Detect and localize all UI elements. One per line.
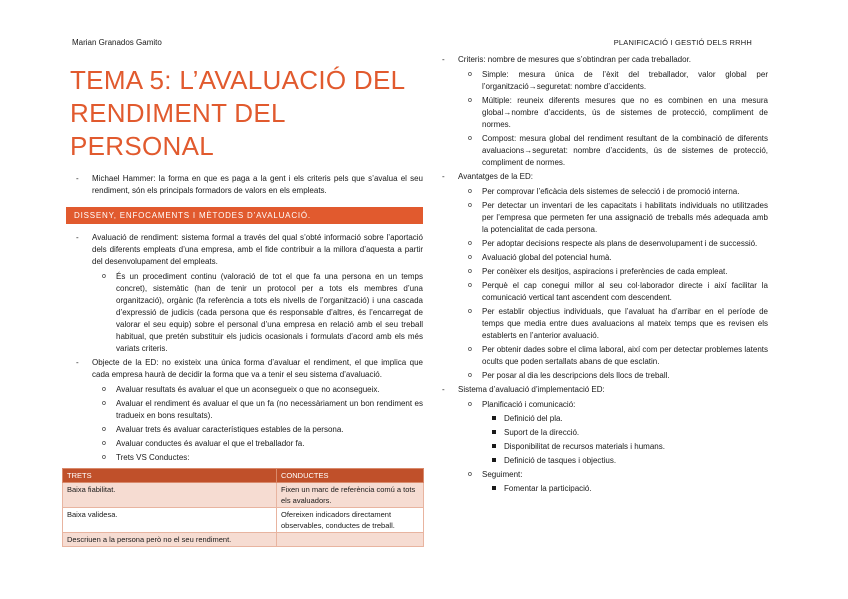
criteris-subitem: o Múltiple: reuneix diferents mesures que no es combinen en una mesura global→nombre d’accidents, ús de sistemes de protecció, compliment de normes.: [468, 96, 768, 129]
avaluacio-item: - Avaluació de rendiment: sistema formal a través del qual s’obté informació sobre l’aportació dels diferents empleats d’una empresa, amb el fide contribuir a la millora d’aquesta a partir del desenvolupament del empleats.: [76, 233, 423, 266]
seguiment-subitem: Fomentar la participació.: [428, 483, 768, 495]
avaluacio-sub-text: És un procediment continu (valoració de tot el que fa una persona en un temps concret), sistemàtic (han de tenir un protocol per a tots els membres d’una organització), orgànic (fa referència a tots els nivells de l’organització) i una cascada d’expressió de judicis (cada persona que és responsable d’altres, és l’encarregat de valorar el seu equip) sobre el personal d’una empresa en relació amb el seu treball habitual, que pretén substituir els judicis ocasionals i formulats d’acord amb els més variats criteris.: [116, 272, 423, 353]
left-column: [62, 60, 423, 547]
table-row: [63, 533, 424, 547]
seguiment-item: o Seguiment:: [468, 470, 523, 479]
header-author: Marian Granados Gamito: [72, 38, 162, 47]
planificacio-item: o Planificació i comunicació:: [468, 400, 576, 409]
intro-item: - Michael Hammer: la forma en que es paga a la gent i els criteris pels que s’avalua el seu rendiment, són els principals formadors de valors en els empleats.: [76, 174, 423, 195]
table-cell: Fixen un marc de referència comú a tots els avaluadors.: [277, 483, 424, 508]
criteris-subitem: o Compost: mesura global del rendiment resultant de la combinació de diferents avaluacions→seguretat: nombre d’accidents, ús de sistemes de protecció, compliment de normes.: [468, 134, 768, 167]
avantatges-subitem: o Per detectar un inventari de les capacitats i habilitats individuals no utilitzades per l’empresa que permeten fer una assignació de treballs més adequada amb la potencialitat de cada persona.: [468, 201, 768, 234]
table-cell: [277, 533, 424, 547]
avantatges-subitem: o Per adoptar decisions respecte als plans de desenvolupament i de successió.: [468, 239, 758, 248]
title-line-2: RENDIMENT DEL PERSONAL: [70, 98, 285, 161]
table-header: TRETS: [63, 469, 277, 483]
criteris-item: - Criteris: nombre de mesures que s’obtindran per cada treballador.: [442, 55, 692, 64]
trets-conductes-table: [62, 468, 424, 547]
avaluacio-subitem: o És un procediment continu (valoració de tot el que fa una persona en un temps concret), sistemàtic (han de tenir un protocol per a tots els membres d’una organització), orgànic (fa referència a tots els nivells de l’organització) i una cascada d’expressió de judicis (cada persona que és responsable d’altres, és l’encarregat de valorar el seu equip) sobre el personal d’una empresa en relació amb el seu treball habitual, que pretén substituir els judicis ocasionals i formulats d’acord amb els més variats criteris.: [102, 272, 423, 353]
objecte-subitem: o Avaluar conductes és avaluar el que el treballador fa.: [102, 439, 305, 448]
planificacio-subitem: Suport de la direcció.: [428, 427, 768, 439]
planificacio-subitem: Disponibilitat de recursos materials i humans.: [428, 441, 768, 453]
objecte-subitem: o Avaluar trets és avaluar característiques estables de la persona.: [102, 425, 344, 434]
avantatges-subitem: o Perquè el cap conegui millor al seu col·laborador directe i així facilitar la comunicació vertical tant ascendent com descendent.: [468, 281, 768, 302]
objecte-subitem: o Avaluar el rendiment és avaluar el que un fa (no necessàriament un bon rendiment es tradueix en bons resultats).: [102, 399, 423, 420]
page-title: [70, 64, 423, 163]
section-heading: DISSENY, ENFOCAMENTS I MÈTODES D’AVALUACIÓ.: [66, 207, 423, 224]
objecte-subitem: o Avaluar resultats és avaluar el que un aconsegueix o que no aconsegueix.: [102, 385, 380, 394]
intro-text: Michael Hammer: la forma en que es paga a la gent i els criteris pels que s’avalua el seu rendiment, són els principals formadors de valors en els empleats.: [92, 174, 423, 195]
table-header-row: [63, 469, 424, 483]
table-header: CONDUCTES: [277, 469, 424, 483]
table-cell: Baixa fiabilitat.: [63, 483, 277, 508]
sistema-item: - Sistema d’avaluació d’implementació ED:: [442, 385, 605, 394]
avaluacio-text: Avaluació de rendiment: sistema formal a través del qual s’obté informació sobre l’aportació dels diferents empleats d’una empresa, amb el fide contribuir a la millora d’aquesta a partir del desenvolupament del empleats.: [92, 233, 423, 266]
objecte-text: Objecte de la ED: no existeix una única forma d’avaluar el rendiment, el que implica que cada empresa haurà de decidir la forma que va a tenir el seu sistema d’avaluació.: [92, 358, 423, 379]
table-row: [63, 508, 424, 533]
title-line-1: TEMA 5: L’AVALUACIÓ DEL: [70, 65, 406, 95]
avantatges-subitem: o Per posar al dia les descripcions dels llocs de treball.: [468, 371, 670, 380]
planificacio-subitem: Definició del pla.: [428, 413, 768, 425]
avantatges-subitem: o Per comprovar l’eficàcia dels sistemes de selecció i de promoció interna.: [468, 187, 740, 196]
table-row: [63, 483, 424, 508]
avantatges-subitem: o Per obtenir dades sobre el clima laboral, així com per detectar problemes latents ocults que poden sertallats abans de que esclatin.: [468, 345, 768, 366]
criteris-subitem: o Simple: mesura única de l’èxit del treballador, valor global per l’organització→seguretat: nombre d’accidents.: [468, 70, 768, 91]
table-cell: Baixa validesa.: [63, 508, 277, 533]
header-subject: PLANIFICACIÓ I GESTIÓ DELS RRHH: [613, 38, 752, 47]
planificacio-subitem: Definició de tasques i objectius.: [428, 455, 768, 467]
table-cell: Descriuen a la persona però no el seu rendiment.: [63, 533, 277, 547]
avantatges-subitem: o Per establir objectius individuals, que l’avaluat ha d’arribar en el període de temps que media entre dues avaluacions al mateix temps que es revisen els establerts en l’anterior avaluació.: [468, 307, 768, 340]
avantatges-subitem: o Per conèixer els desitjos, aspiracions i preferències de cada empleat.: [468, 267, 728, 276]
objecte-item: - Objecte de la ED: no existeix una única forma d’avaluar el rendiment, el que implica que cada empresa haurà de decidir la forma que va a tenir el seu sistema d’avaluació.: [76, 358, 423, 379]
objecte-subitem: o Trets VS Conductes:: [102, 453, 190, 462]
table-cell: Ofereixen indicadors directament observables, conductes de treball.: [277, 508, 424, 533]
avantatges-item: - Avantatges de la ED:: [442, 172, 534, 181]
avantatges-subitem: o Avaluació global del potencial humà.: [468, 253, 612, 262]
right-column: [428, 54, 768, 497]
